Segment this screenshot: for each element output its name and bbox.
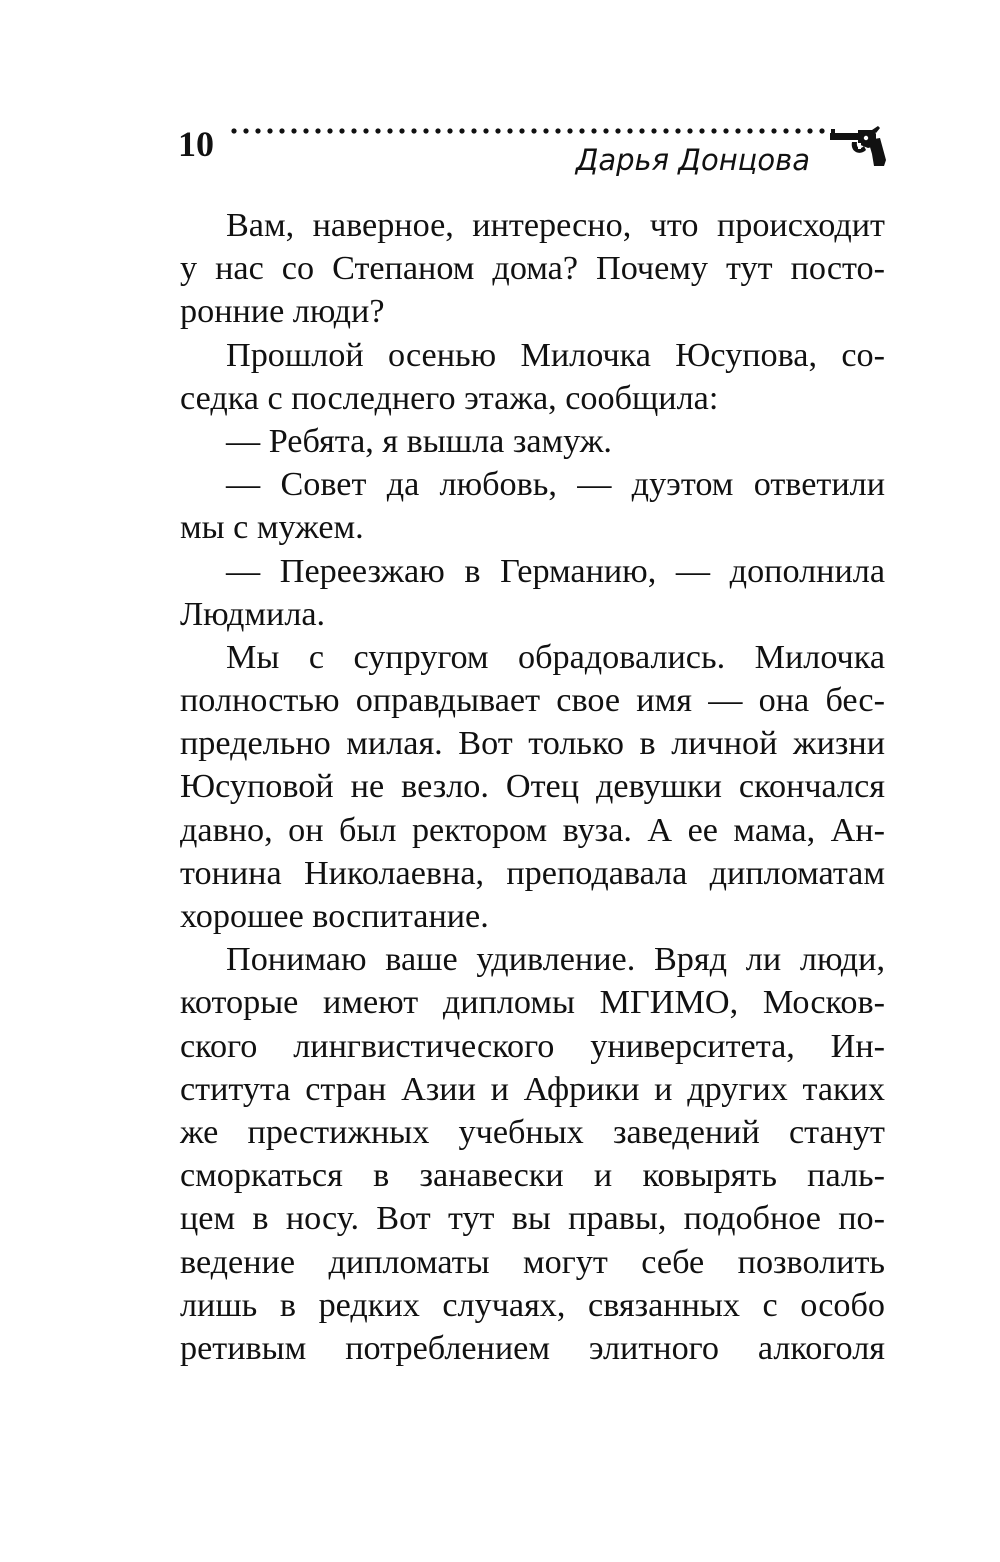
text-line: Вам, наверное, интересно, что происходит bbox=[226, 207, 885, 244]
text-line: хорошее воспитание. bbox=[180, 898, 489, 935]
text-line: ститута стран Азии и Африки и других таких bbox=[180, 1070, 885, 1108]
text-line: ронние люди? bbox=[180, 293, 385, 331]
text-line: мы с мужем. bbox=[180, 509, 364, 547]
text-line: тонина Николаевна, преподавала дипломатам bbox=[180, 854, 885, 892]
text-line: же престижных учебных заведений станут bbox=[180, 1113, 885, 1151]
text-line: цем в носу. Вот тут вы правы, подобное по- bbox=[180, 1200, 885, 1238]
text-line: Мы с супругом обрадовались. Милочка bbox=[226, 638, 885, 676]
running-head-author: Дарья Донцова bbox=[575, 143, 810, 177]
text-line: полностью оправдывает свое имя — она бес- bbox=[180, 682, 885, 720]
text-line: у нас со Степаном дома? Почему тут посто- bbox=[180, 250, 885, 288]
text-line: — Переезжаю в Германию, — дополнила bbox=[226, 552, 885, 590]
text-line: ретивым потреблением элитного алкоголя bbox=[180, 1329, 885, 1367]
header-dot-leader bbox=[228, 126, 828, 136]
text-line: предельно милая. Вот только в личной жизни bbox=[180, 725, 885, 763]
page-number: 10 bbox=[178, 124, 214, 164]
text-line: Юсуповой не везло. Отец девушки скончался bbox=[180, 768, 885, 806]
text-line: — Ребята, я вышла замуж. bbox=[226, 422, 612, 460]
text-line: ского лингвистического университета, Ин- bbox=[180, 1027, 885, 1065]
text-line: Людмила. bbox=[180, 595, 326, 633]
text-line: ведение дипломаты могут себе позволить bbox=[180, 1243, 885, 1281]
text-line: давно, он был ректором вуза. А ее мама, Ан- bbox=[180, 811, 885, 849]
revolver-icon bbox=[828, 124, 888, 170]
text-line: которые имеют дипломы МГИМО, Москов- bbox=[180, 984, 885, 1022]
text-line: — Совет да любовь, — дуэтом ответили bbox=[226, 466, 885, 504]
text-line: Понимаю ваше удивление. Вряд ли люди, bbox=[226, 941, 885, 979]
text-line: седка с последнего этажа, сообщила: bbox=[180, 379, 719, 417]
text-line: лишь в редких случаях, связанных с особо bbox=[180, 1286, 885, 1324]
text-line: сморкаться в занавески и ковырять паль- bbox=[180, 1157, 885, 1195]
body-text bbox=[180, 204, 885, 1370]
text-line: Прошлой осенью Милочка Юсупова, со- bbox=[226, 336, 885, 374]
